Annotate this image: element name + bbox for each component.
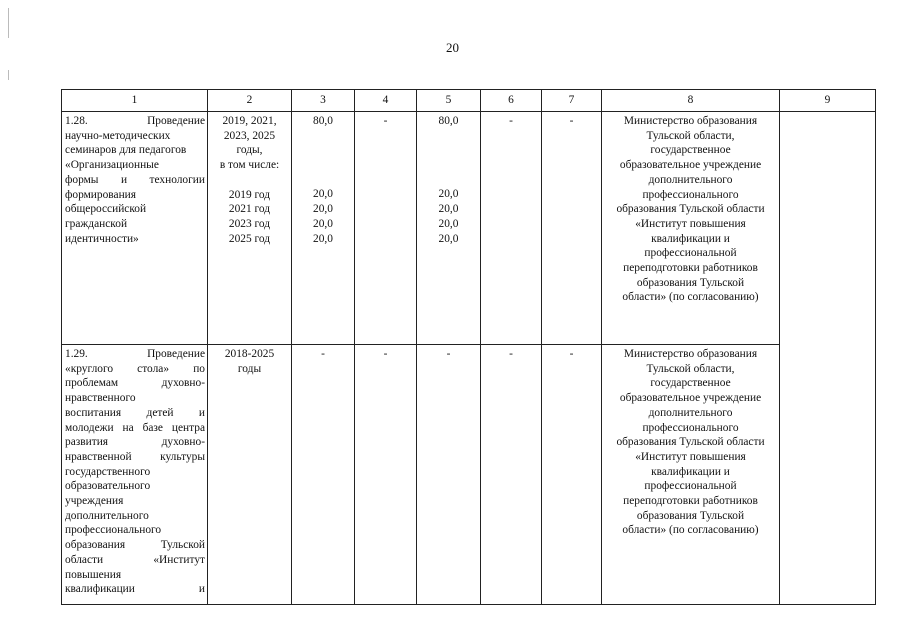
executor-line: образования Тульской (636, 276, 745, 289)
executor-line: переподготовки работников (623, 495, 758, 508)
year-label: 2021 год (228, 203, 271, 216)
year-value: 20,0 (313, 188, 333, 201)
col5-cell (417, 112, 481, 345)
measure-line: нравственной культуры (65, 450, 205, 463)
measure-line: формы и технологии (65, 173, 205, 186)
year-value: 20,0 (313, 203, 333, 216)
col6-cell: - (481, 112, 542, 345)
measure-line: дополнительного (65, 509, 149, 522)
measure-line: формирования (65, 188, 137, 201)
executor-line: образования Тульской области (616, 203, 765, 216)
period-line: 2019, 2021, (222, 115, 277, 127)
measure-line: 1.29. Проведение (65, 348, 205, 360)
measure-line: нравственного (65, 392, 136, 405)
executor-line: профессиональной (644, 247, 737, 260)
measure-line: семинаров для педагогов (65, 144, 187, 157)
executor-line: области» (по согласованию) (622, 291, 759, 304)
measure-line: «круглого стола» по (65, 362, 205, 375)
executor-line: «Институт повышения (635, 217, 746, 230)
measure-cell (62, 112, 208, 345)
column-header: 7 (542, 90, 602, 112)
executor-line: «Институт повышения (635, 450, 746, 463)
executor-line: профессионального (642, 188, 739, 201)
measure-line: проблемам духовно- (65, 377, 205, 390)
year-value: 20,0 (438, 203, 459, 216)
measure-line: квалификации и (65, 583, 205, 596)
total-value: 80,0 (313, 115, 333, 127)
page-number: 20 (446, 40, 459, 55)
measure-line: образовательного (65, 480, 151, 493)
column-header: 6 (481, 90, 542, 112)
measure-line: молодежи на базе центра (65, 421, 205, 434)
executor-line: квалификации и (651, 465, 730, 478)
plan-table (61, 89, 876, 605)
measure-line: государственного (65, 465, 151, 478)
total-value: 80,0 (438, 115, 459, 127)
period-line: в том числе: (219, 159, 280, 172)
period-line: 2018-2025 (224, 348, 275, 360)
year-value: 20,0 (438, 217, 459, 230)
executor-line: образования Тульской (636, 509, 745, 522)
year-label: 2025 год (228, 232, 271, 245)
period-cell (208, 345, 292, 605)
measure-line: повышения (65, 568, 122, 581)
margin-mark (8, 70, 9, 80)
col3-cell (292, 112, 355, 345)
col7-cell: - (542, 345, 602, 605)
year-value: 20,0 (313, 217, 333, 230)
year-label: 2019 год (228, 188, 271, 201)
measure-line: области «Институт (65, 553, 205, 566)
column-number-row (62, 90, 876, 112)
column-header: 8 (602, 90, 780, 112)
executor-line: образовательное учреждение (619, 159, 762, 172)
year-value: 20,0 (438, 188, 459, 201)
column-header: 2 (208, 90, 292, 112)
measure-line: общероссийской (65, 203, 147, 216)
col7-cell: - (542, 112, 602, 345)
column-header: 3 (292, 90, 355, 112)
executor-line: квалификации и (651, 232, 730, 245)
measure-line: образования Тульской (65, 539, 205, 552)
measure-cell (62, 345, 208, 605)
executor-line: образовательное учреждение (619, 392, 762, 405)
measure-line: учреждения (65, 495, 124, 508)
measure-line: воспитания детей и (65, 406, 205, 419)
table-row (62, 112, 876, 345)
column-header: 9 (780, 90, 876, 112)
col9-cell (780, 112, 876, 605)
period-line: годы, (236, 144, 263, 157)
executor-cell (602, 345, 780, 605)
period-line: годы (237, 362, 262, 375)
measure-line: научно-методических (65, 129, 171, 142)
column-header: 4 (355, 90, 417, 112)
margin-mark (8, 8, 9, 38)
col4-cell: - (355, 112, 417, 345)
executor-line: государственное (650, 377, 731, 390)
col4-cell: - (355, 345, 417, 605)
executor-line: государственное (650, 144, 731, 157)
executor-line: образования Тульской области (616, 436, 765, 449)
measure-line: «Организационные (65, 159, 159, 172)
year-value: 20,0 (438, 232, 459, 245)
table-row (62, 345, 876, 605)
executor-line: Тульской области, (646, 129, 735, 142)
measure-line: гражданской (65, 217, 128, 230)
col3-cell: - (292, 345, 355, 605)
executor-line: переподготовки работников (623, 262, 758, 275)
executor-line: области» (по согласованию) (622, 524, 759, 537)
executor-cell (602, 112, 780, 345)
year-value: 20,0 (313, 232, 333, 245)
measure-line: развития духовно- (65, 436, 205, 449)
col6-cell: - (481, 345, 542, 605)
period-line: 2023, 2025 (223, 129, 276, 142)
executor-line: дополнительного (648, 406, 733, 419)
executor-line: профессиональной (644, 480, 737, 493)
measure-line: 1.28. Проведение (65, 115, 205, 127)
column-header: 1 (62, 90, 208, 112)
col5-cell: - (417, 345, 481, 605)
period-cell (208, 112, 292, 345)
executor-line: профессионального (642, 421, 739, 434)
executor-line: Тульской области, (646, 362, 735, 375)
column-header: 5 (417, 90, 481, 112)
year-label: 2023 год (228, 217, 271, 230)
measure-line: профессионального (65, 524, 162, 537)
executor-line: Министерство образования (623, 348, 758, 360)
executor-line: дополнительного (648, 173, 733, 186)
executor-line: Министерство образования (623, 115, 758, 127)
measure-line: идентичности» (65, 232, 139, 245)
